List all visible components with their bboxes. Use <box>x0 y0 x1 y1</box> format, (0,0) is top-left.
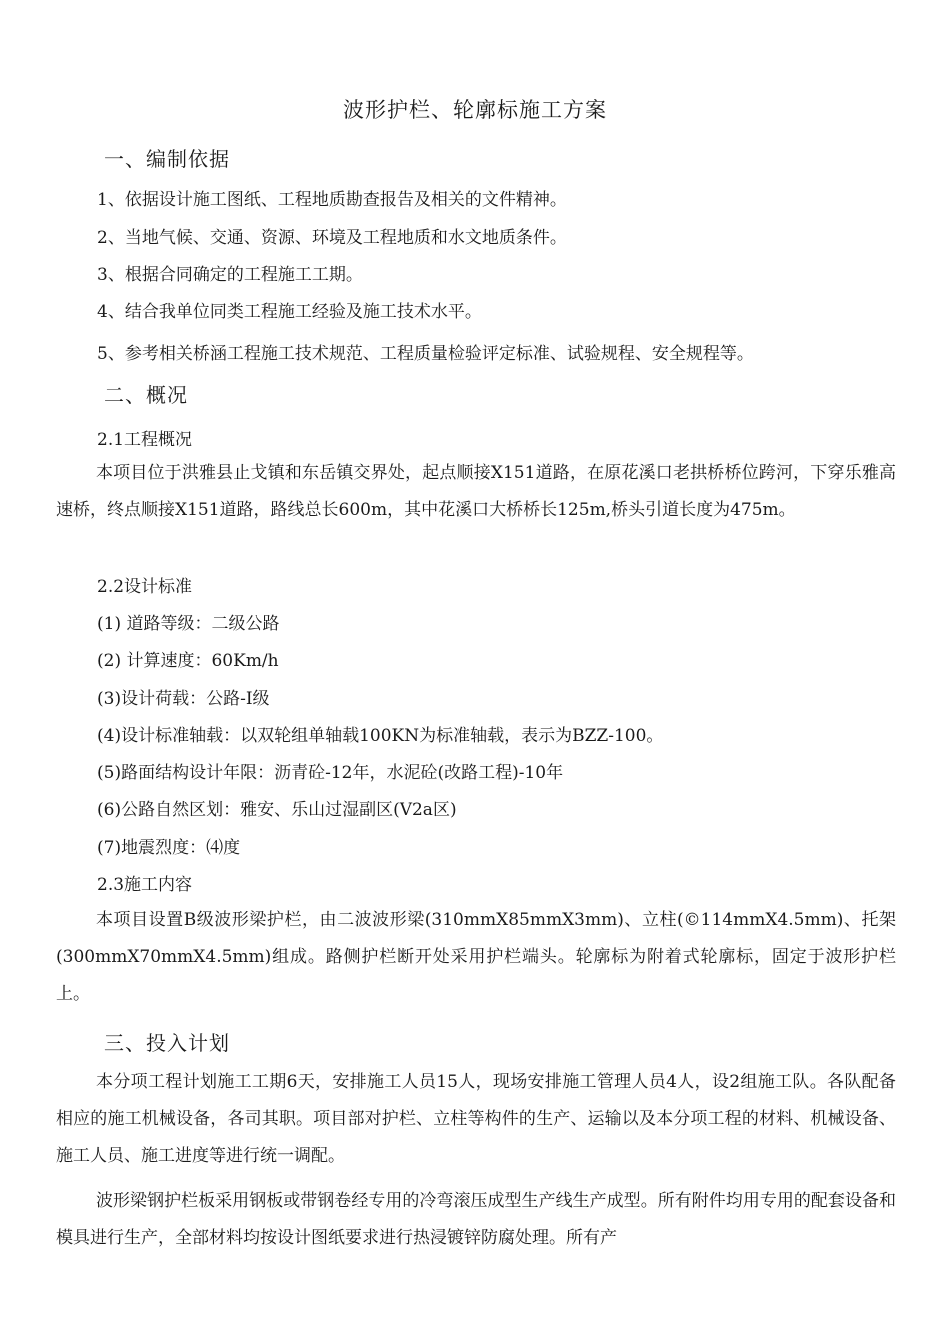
basis-item-2: 2、当地气候、交通、资源、环境及工程地质和水文地质条件。 <box>97 228 567 248</box>
basis-item-1: 1、依据设计施工图纸、工程地质勘查报告及相关的文件精神。 <box>97 190 567 210</box>
standard-item-5: (5)路面结构设计年限：沥青砼-12年，水泥砼(改路工程)-10年 <box>97 763 564 783</box>
basis-item-4: 4、结合我单位同类工程施工经验及施工技术水平。 <box>97 302 482 322</box>
plan-paragraph-2: 波形梁钢护栏板采用钢板或带钢卷经专用的冷弯滚压成型生产线生产成型。所有附件均用专用的配套设备和模具进行生产，全部材料均按设计图纸要求进行热浸镀锌防腐处理。所有产 <box>56 1191 896 1248</box>
standard-item-2: (2) 计算速度：60Km/h <box>97 651 279 671</box>
subsection-heading-standards: 2.2设计标准 <box>97 577 193 597</box>
section-heading-overview: 二、概况 <box>104 383 188 407</box>
section-heading-plan: 三、投入计划 <box>104 1031 230 1055</box>
standard-item-1: (1) 道路等级：二级公路 <box>97 614 280 634</box>
subsection-heading-scope: 2.3施工内容 <box>97 875 193 895</box>
section-heading-basis: 一、编制依据 <box>104 147 230 171</box>
basis-item-5: 5、参考相关桥涵工程施工技术规范、工程质量检验评定标准、试验规程、安全规程等。 <box>97 344 754 364</box>
subsection-heading-project: 2.1工程概况 <box>97 430 193 450</box>
standard-item-3: (3)设计荷载：公路-I级 <box>97 689 270 709</box>
standard-item-6: (6)公路自然区划：雅安、乐山过湿副区(V2a区) <box>97 800 457 820</box>
plan-paragraph-1: 本分项工程计划施工工期6天，安排施工人员15人，现场安排施工管理人员4人，设2组施工队。各队配备相应的施工机械设备，各司其职。项目部对护栏、立柱等构件的生产、运输以及本分项工程的材料、机械设备、施工人员、施工进度等进行统一调配。 <box>56 1072 896 1166</box>
document-title: 波形护栏、轮廓标施工方案 <box>343 98 607 122</box>
construction-scope-paragraph: 本项目设置B级波形梁护栏，由二波波形梁(310mmX85mmX3mm)、立柱(©114mmX4.5mm)、托架(300mmX70mmX4.5mm)组成。路侧护栏断开处采用护栏端头。轮廓标为附着式轮廓标，固定于波形护栏上。 <box>56 910 896 1004</box>
standard-item-4: (4)设计标准轴载：以双轮组单轴载100KN为标准轴载，表示为BZZ-100。 <box>97 726 664 746</box>
project-overview-paragraph: 本项目位于洪雅县止戈镇和东岳镇交界处，起点顺接X151道路，在原花溪口老拱桥桥位跨河，下穿乐雅高速桥，终点顺接X151道路，路线总长600m，其中花溪口大桥桥长125m,桥头引道长度为475m。 <box>56 463 896 520</box>
standard-item-7: (7)地震烈度：⑷度 <box>97 838 241 858</box>
basis-item-3: 3、根据合同确定的工程施工工期。 <box>97 265 363 285</box>
